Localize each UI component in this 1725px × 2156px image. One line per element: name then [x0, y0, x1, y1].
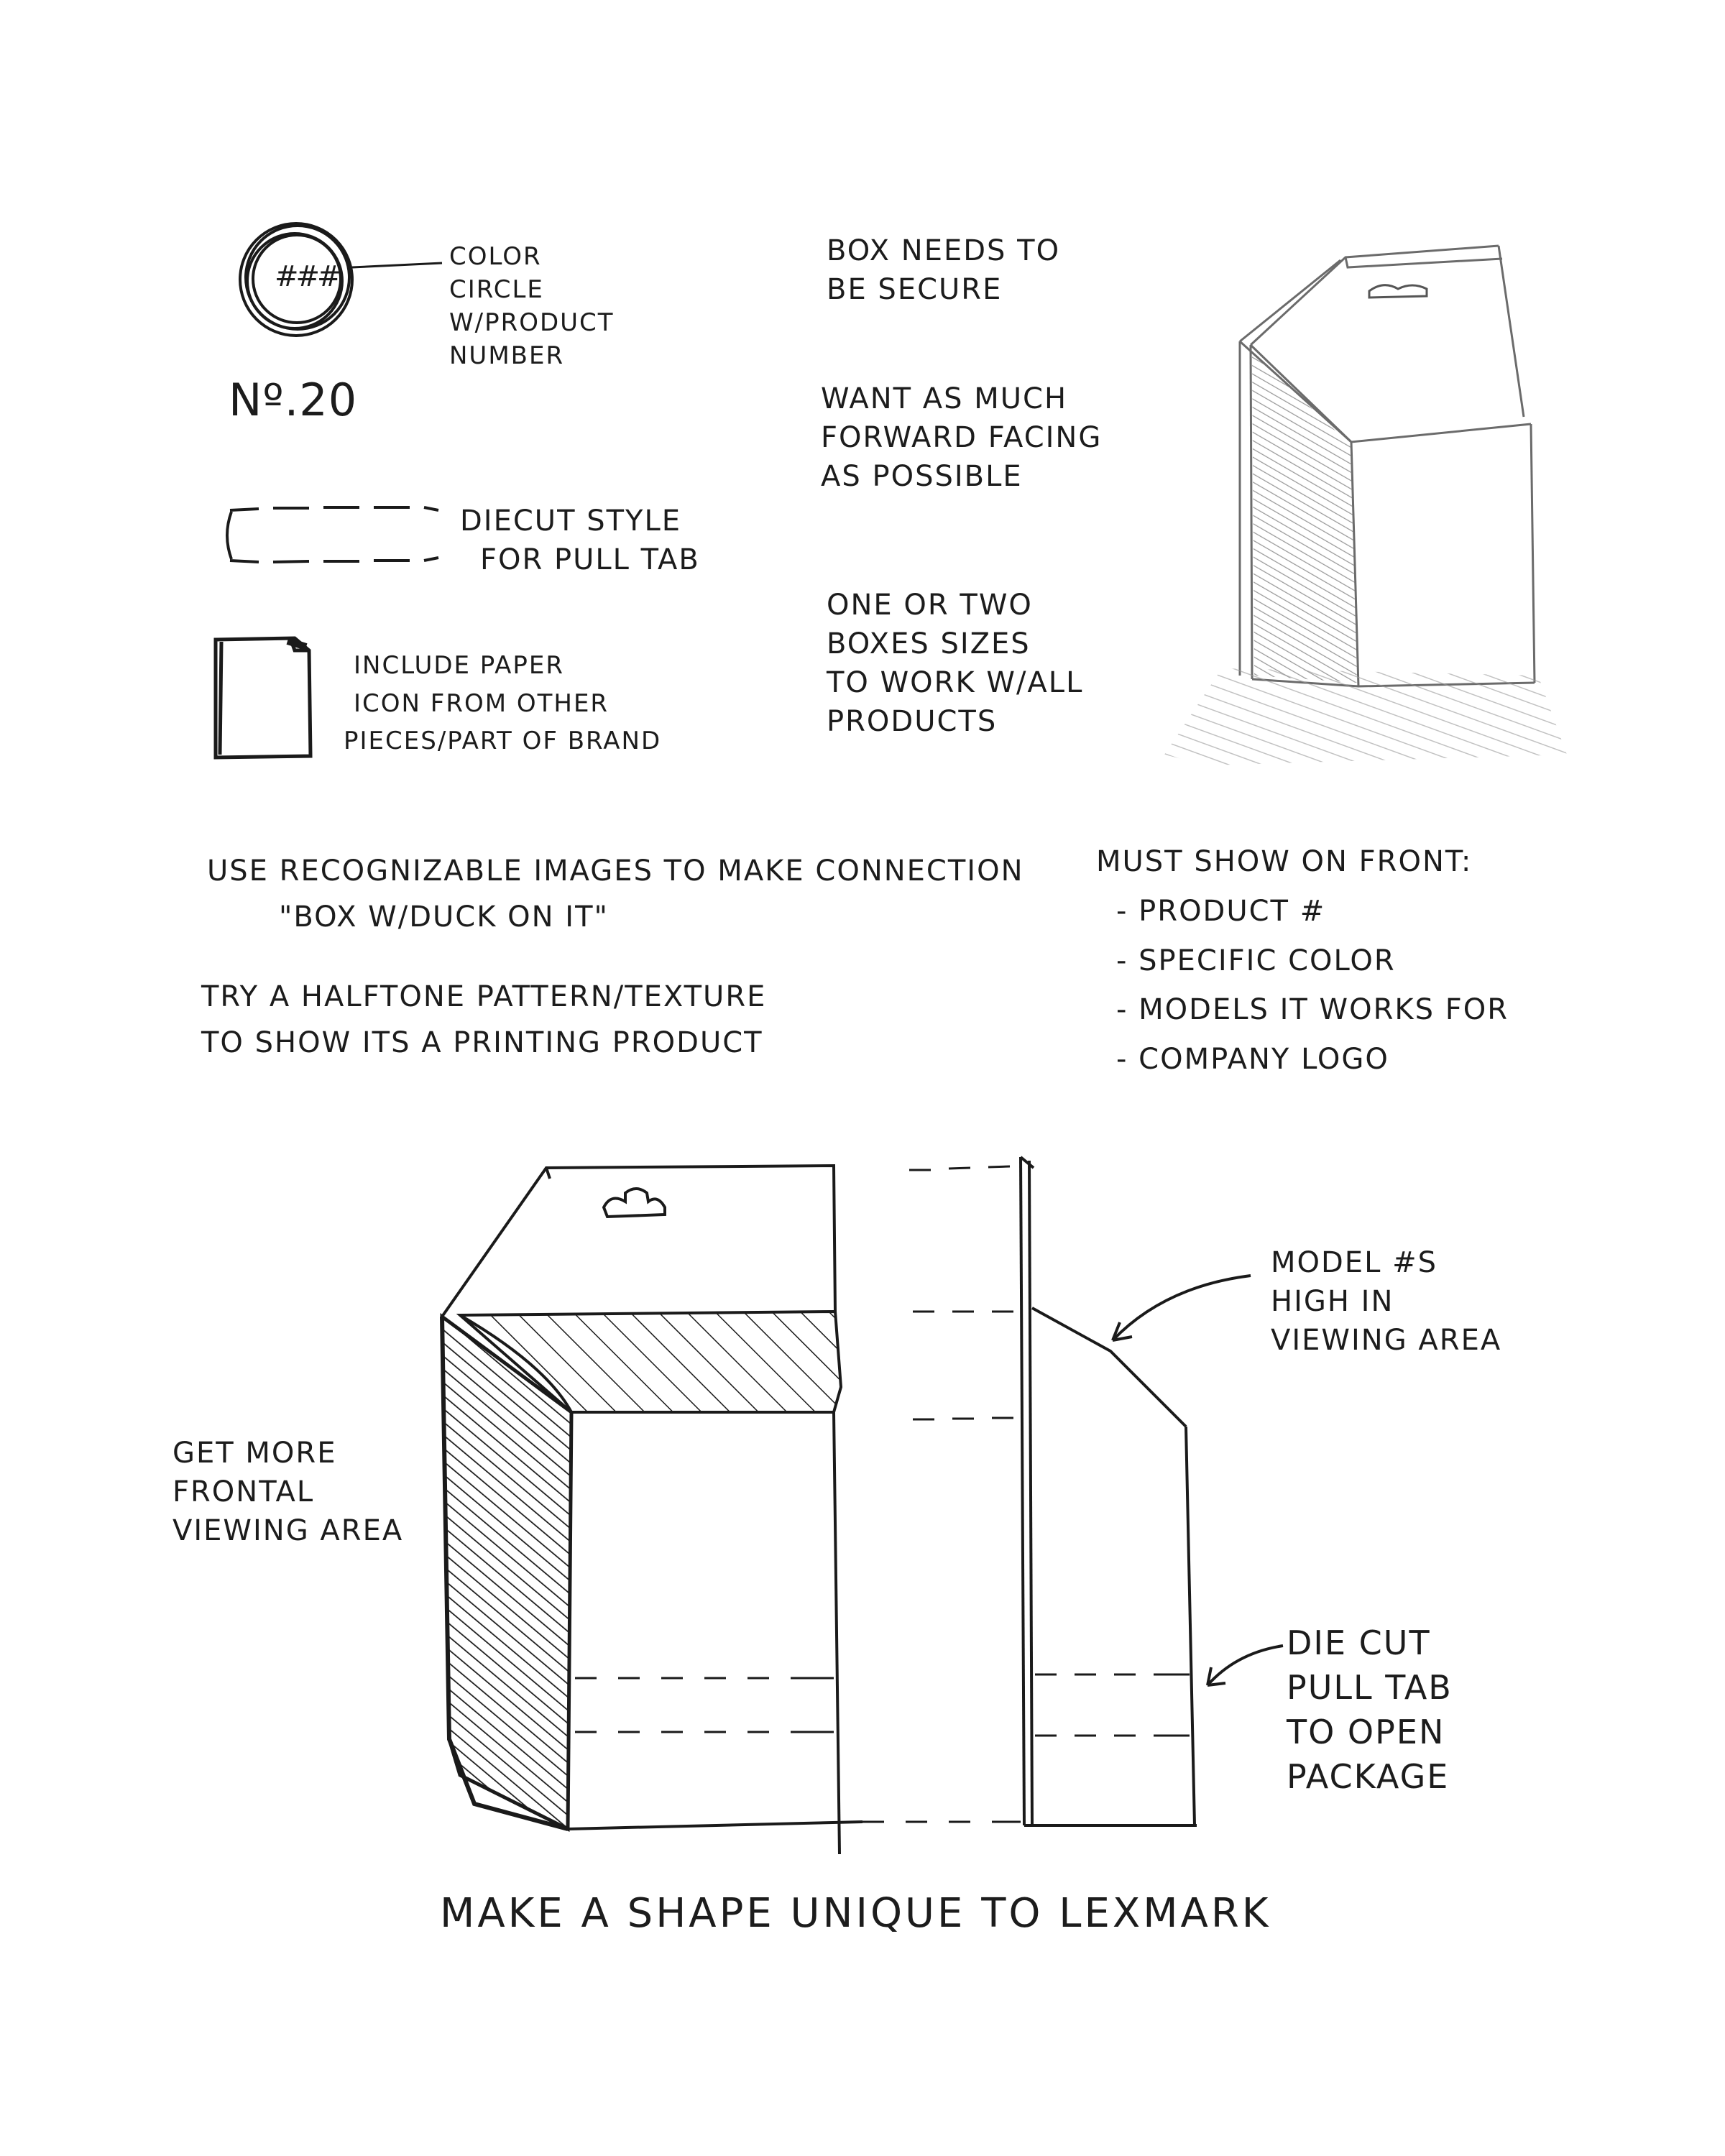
ink-box-sketch	[442, 1166, 862, 1854]
box-sizes-note: ONE OR TWO BOXES SIZES TO WORK W/ALL PRODUCTS	[827, 589, 1084, 738]
number-label: Nº.20	[229, 374, 358, 426]
paper-icon-sketch	[216, 638, 310, 757]
forward-facing-note: WANT AS MUCH FORWARD FACING AS POSSIBLE	[821, 382, 1103, 493]
model-numbers-note: MODEL #S HIGH IN VIEWING AREA	[1271, 1246, 1502, 1357]
box-secure-note: BOX NEEDS TO BE SECURE	[827, 234, 1061, 306]
color-circle-note: COLOR CIRCLE W/PRODUCT NUMBER	[449, 242, 615, 370]
paper-icon-note: INCLUDE PAPER ICON FROM OTHER PIECES/PART OF BRAND	[344, 651, 662, 756]
guide-dashes	[862, 1166, 1021, 1822]
annotation-arrows	[1113, 1276, 1283, 1685]
recognizable-images-note: USE RECOGNIZABLE IMAGES TO MAKE CONNECTION "BOX W/DUCK ON IT"	[207, 854, 1024, 934]
pencil-box-sketch	[1164, 246, 1567, 765]
must-show-list: MUST SHOW ON FRONT: - PRODUCT # - SPECIFIC COLOR - MODELS IT WORKS FOR - COMPANY LOGO	[1096, 837, 1509, 1084]
diecut-pulltab-sketch	[227, 507, 438, 562]
unique-shape-caption: MAKE A SHAPE UNIQUE TO LEXMARK	[440, 1890, 1271, 1937]
must-show-heading: MUST SHOW ON FRONT:	[1096, 845, 1473, 878]
color-circle-sketch	[240, 224, 442, 336]
diecut-style-note: DIECUT STYLE FOR PULL TAB	[460, 505, 700, 576]
frontal-area-note: GET MORE FRONTAL VIEWING AREA	[172, 1437, 404, 1547]
profile-box-sketch	[1021, 1157, 1197, 1825]
halftone-note: TRY A HALFTONE PATTERN/TEXTURE TO SHOW ITS A PRINTING PRODUCT	[201, 980, 767, 1059]
color-circle-symbol: ###	[275, 260, 339, 293]
pulltab-note: DIE CUT PULL TAB TO OPEN PACKAGE	[1287, 1623, 1453, 1797]
